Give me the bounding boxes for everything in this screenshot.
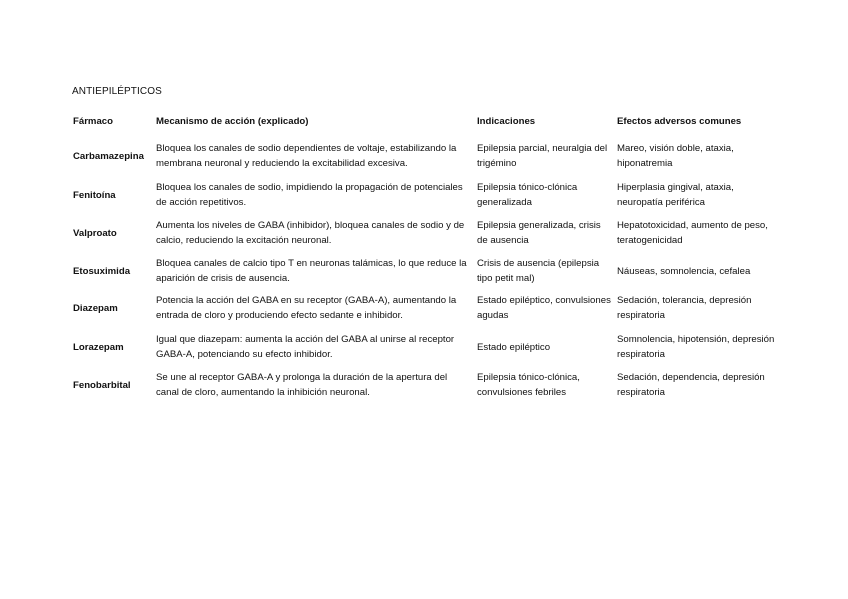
adverse-effects-cell: Somnolencia, hipotensión, depresión respiratoria bbox=[617, 334, 775, 360]
header-mechanism: Mecanismo de acción (explicado) bbox=[156, 116, 309, 127]
drug-name: Carbamazepina bbox=[73, 150, 144, 162]
indications-cell: Epilepsia tónico-clónica generalizada bbox=[477, 182, 578, 208]
header-drug: Fármaco bbox=[73, 116, 113, 127]
indications-cell: Epilepsia generalizada, crisis de ausencia bbox=[477, 220, 601, 246]
indications-cell: Estado epiléptico, convulsiones agudas bbox=[477, 295, 611, 321]
indications-cell: Estado epiléptico bbox=[477, 341, 551, 353]
drug-name: Valproato bbox=[73, 227, 117, 239]
table-row bbox=[70, 139, 782, 177]
table-row bbox=[70, 291, 782, 329]
adverse-effects-cell: Sedación, dependencia, depresión respiratoria bbox=[617, 372, 765, 398]
mechanism-cell: Aumenta los niveles de GABA (inhibidor), bloquea canales de sodio y de calcio, reduciendo la excitación neuronal. bbox=[156, 220, 465, 246]
mechanism-cell: Igual que diazepam: aumenta la acción del GABA al unirse al receptor GABA-A, potenciando su efecto inhibidor. bbox=[156, 334, 455, 360]
adverse-effects-cell: Sedación, tolerancia, depresión respiratoria bbox=[617, 295, 752, 321]
mechanism-cell: Bloquea canales de calcio tipo T en neuronas talámicas, lo que reduce la aparición de crisis de ausencia. bbox=[156, 258, 467, 284]
adverse-effects-cell: Hiperplasia gingival, ataxia, neuropatía periférica bbox=[617, 182, 734, 208]
indications-cell: Crisis de ausencia (epilepsia tipo petit mal) bbox=[477, 258, 600, 284]
drug-name: Diazepam bbox=[73, 302, 118, 314]
drug-name: Fenobarbital bbox=[73, 379, 131, 391]
table-row bbox=[70, 329, 782, 367]
table-header-row bbox=[70, 110, 782, 139]
mechanism-cell: Potencia la acción del GABA en su receptor (GABA-A), aumentando la entrada de cloro y produciendo efecto sedante e inhibidor. bbox=[156, 295, 457, 321]
document-title: ANTIEPILÉPTICOS bbox=[72, 86, 162, 97]
mechanism-cell: Se une al receptor GABA-A y prolonga la duración de la apertura del canal de cloro, aumentando la inhibición neuronal. bbox=[156, 372, 448, 398]
drug-name: Fenitoína bbox=[73, 189, 116, 201]
mechanism-cell: Bloquea los canales de sodio dependientes de voltaje, estabilizando la membrana neuronal y reduciendo la excitabilidad excesiva. bbox=[156, 143, 457, 169]
table-row bbox=[70, 215, 782, 253]
drug-name: Etosuximida bbox=[73, 265, 131, 277]
adverse-effects-cell: Hepatotoxicidad, aumento de peso, teratogenicidad bbox=[617, 220, 768, 246]
indications-cell: Epilepsia parcial, neuralgia del trigémino bbox=[477, 143, 608, 169]
drug-name: Lorazepam bbox=[73, 341, 124, 353]
header-adverse-effects: Efectos adversos comunes bbox=[617, 116, 742, 127]
adverse-effects-cell: Náuseas, somnolencia, cefalea bbox=[617, 265, 751, 277]
table-row bbox=[70, 177, 782, 215]
table-row bbox=[70, 253, 782, 291]
header-indications: Indicaciones bbox=[477, 116, 536, 127]
table-row bbox=[70, 367, 782, 405]
indications-cell: Epilepsia tónico-clónica, convulsiones febriles bbox=[477, 372, 580, 398]
adverse-effects-cell: Mareo, visión doble, ataxia, hiponatremia bbox=[617, 143, 734, 169]
mechanism-cell: Bloquea los canales de sodio, impidiendo la propagación de potenciales de acción repetitivos. bbox=[156, 182, 463, 208]
antiepileptics-table bbox=[70, 110, 782, 405]
